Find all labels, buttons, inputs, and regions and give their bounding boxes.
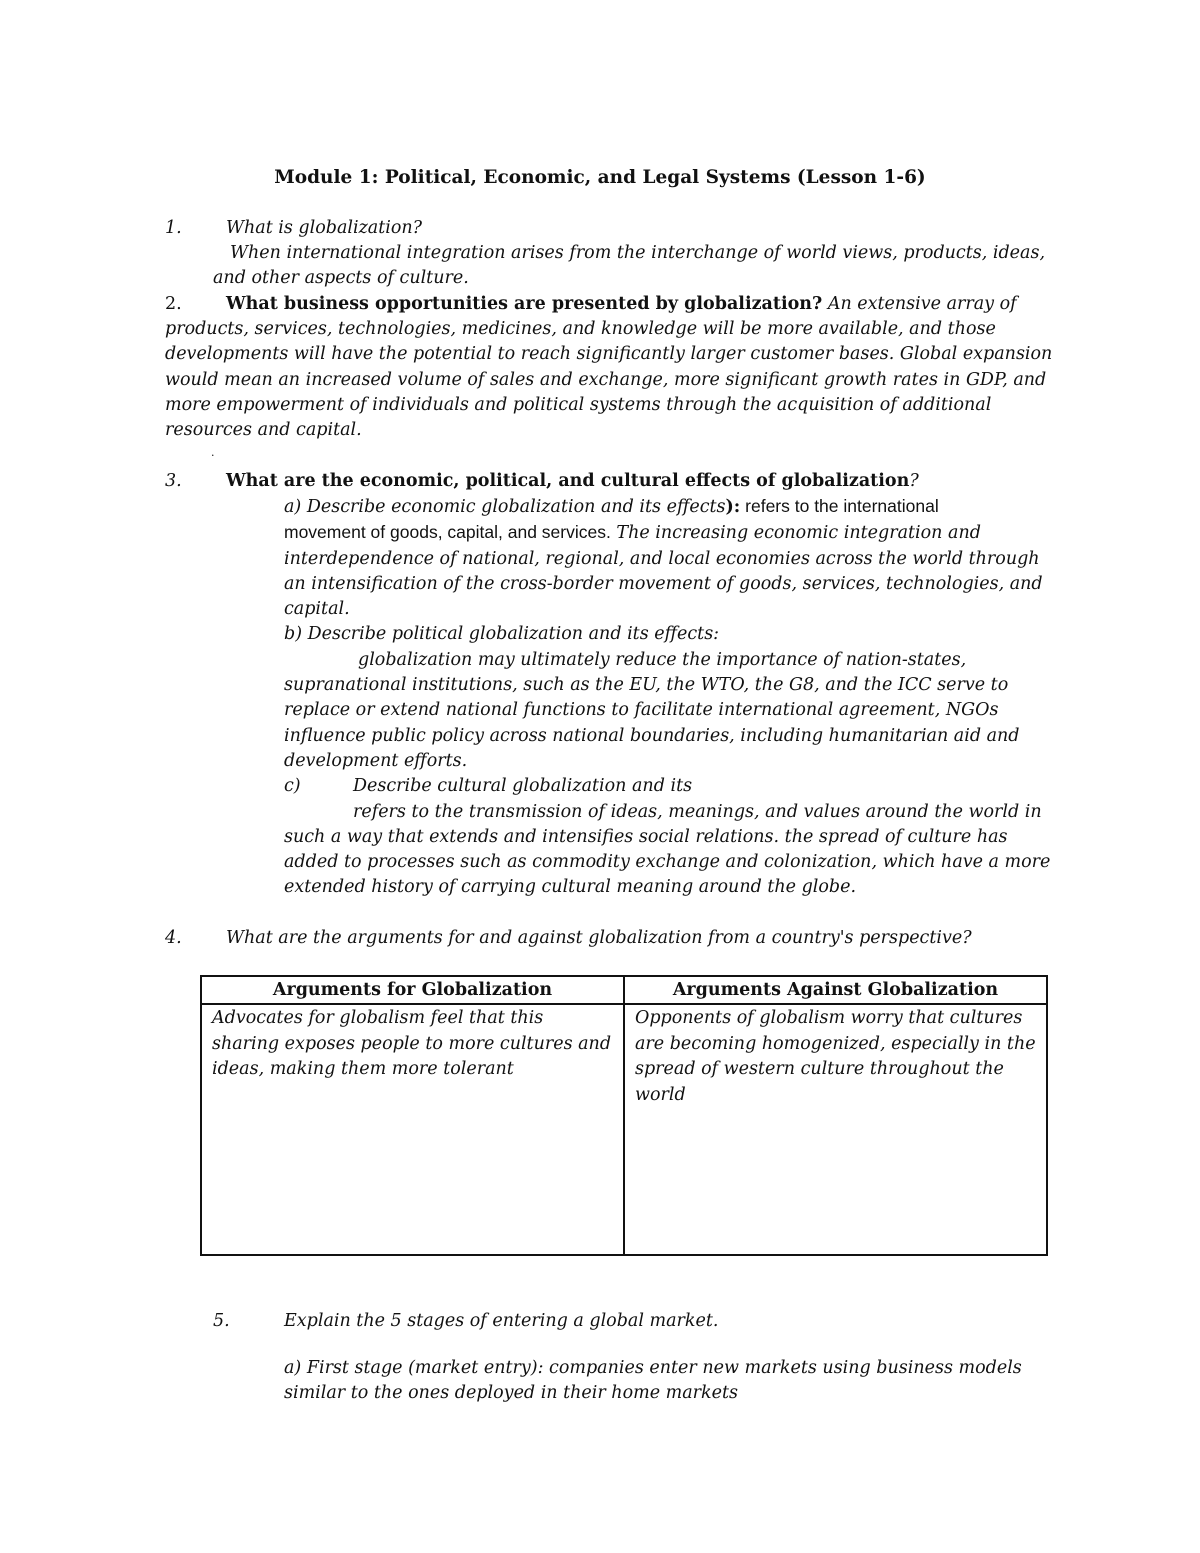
q3-number: 3. xyxy=(165,471,182,491)
q5a-line: a) First stage (market entry): companies enter new markets using business models xyxy=(284,1358,1022,1378)
q5-number: 5. xyxy=(213,1311,230,1331)
q3-question-end: ? xyxy=(909,471,919,491)
q2-question: What business opportunities are presented by globalization? xyxy=(226,294,823,314)
q3b-prompt: b) Describe political globalization and its effects: xyxy=(284,624,720,645)
q3c-label: c) xyxy=(284,776,301,797)
q3a-line: an intensification of the cross-border movement of goods, services, technologies, and xyxy=(284,573,1043,594)
table-cell-against: Opponents of globalism worry that cultures are becoming homogenized, especially in the spread of western culture throughout the world xyxy=(624,1004,1047,1255)
table-header-against: Arguments Against Globalization xyxy=(624,976,1047,1004)
q2-answer-line: resources and capital. xyxy=(165,420,362,441)
q2-answer-line: developments will have the potential to reach significantly larger customer bases. Global expansion xyxy=(165,344,1053,365)
stray-mark: . xyxy=(211,446,215,459)
q3a-line: interdependence of national, regional, and local economies across the world through xyxy=(284,548,1040,569)
q3b-line: supranational institutions, such as the EU, the WTO, the G8, and the ICC serve to xyxy=(284,675,1009,696)
q3c-line: refers to the transmission of ideas, meanings, and values around the world in xyxy=(353,801,1042,822)
q3c-line: such a way that extends and intensifies social relations. the spread of culture has xyxy=(284,826,1008,847)
q1-number: 1. xyxy=(165,218,182,238)
arguments-table xyxy=(200,975,1048,1256)
q3b-line: influence public policy across national boundaries, including humanitarian aid and xyxy=(284,725,1020,746)
q3a-line2: movement of goods, capital, and services. xyxy=(284,522,611,543)
q2-answer-line: would mean an increased volume of sales and exchange, more significant growth rates in GDP, and xyxy=(165,369,1047,390)
q1-answer-line: When international integration arises from the interchange of world views, products, ideas, xyxy=(230,243,1046,263)
page-title: Module 1: Political, Economic, and Legal Systems (Lesson 1-6) xyxy=(274,167,926,188)
q1-question: What is globalization? xyxy=(226,218,423,238)
q2-heading-line xyxy=(226,292,1017,317)
q5-question: Explain the 5 stages of entering a global market. xyxy=(284,1311,719,1331)
q2-answer-first: An extensive array of xyxy=(827,294,1017,314)
table-cell-for: Advocates for globalism feel that this sharing exposes people to more cultures and ideas, making them more tolerant xyxy=(201,1004,624,1255)
q5a-line: similar to the ones deployed in their home markets xyxy=(284,1383,738,1404)
q3c-line: extended history of carrying cultural meaning around the globe. xyxy=(284,877,857,898)
table-header-row xyxy=(201,976,1047,1004)
q3a-prompt: a) Describe economic globalization and its effects xyxy=(284,497,726,517)
q3a-prompt-end: ): xyxy=(725,497,741,517)
q2-answer xyxy=(165,317,1052,443)
q4-question: What are the arguments for and against globalization from a country's perspective? xyxy=(226,928,972,948)
table-row xyxy=(201,1004,1047,1255)
q3a-inline: refers to the international xyxy=(740,496,939,516)
q3b-line: globalization may ultimately reduce the importance of nation-states, xyxy=(358,649,967,670)
q2-answer-line: more empowerment of individuals and political systems through the acquisition of additional xyxy=(165,394,992,415)
q1-answer xyxy=(213,241,1045,292)
q3c-line: added to processes such as commodity exchange and colonization, which have a more xyxy=(284,852,1051,873)
q4-number: 4. xyxy=(165,928,182,948)
q3c-prompt: Describe cultural globalization and its xyxy=(353,776,693,797)
q3a-line2-italic: The increasing economic integration and xyxy=(610,523,981,544)
table-header-for: Arguments for Globalization xyxy=(201,976,624,1004)
q1-answer-line: and other aspects of culture. xyxy=(213,268,469,289)
q3-question-line xyxy=(226,469,919,494)
q2-number: 2. xyxy=(165,294,182,314)
q3b-line: replace or extend national functions to facilitate international agreement, NGOs xyxy=(284,700,999,721)
q5-stage-a xyxy=(284,1356,1022,1407)
q2-answer-line: products, services, technologies, medicines, and knowledge will be more available, and those xyxy=(165,319,996,339)
q3b-line: development efforts. xyxy=(284,750,468,771)
q3-question: What are the economic, political, and cultural effects of globalization xyxy=(226,471,910,491)
q3a-line: capital. xyxy=(284,599,350,620)
q3-body xyxy=(284,494,1050,901)
